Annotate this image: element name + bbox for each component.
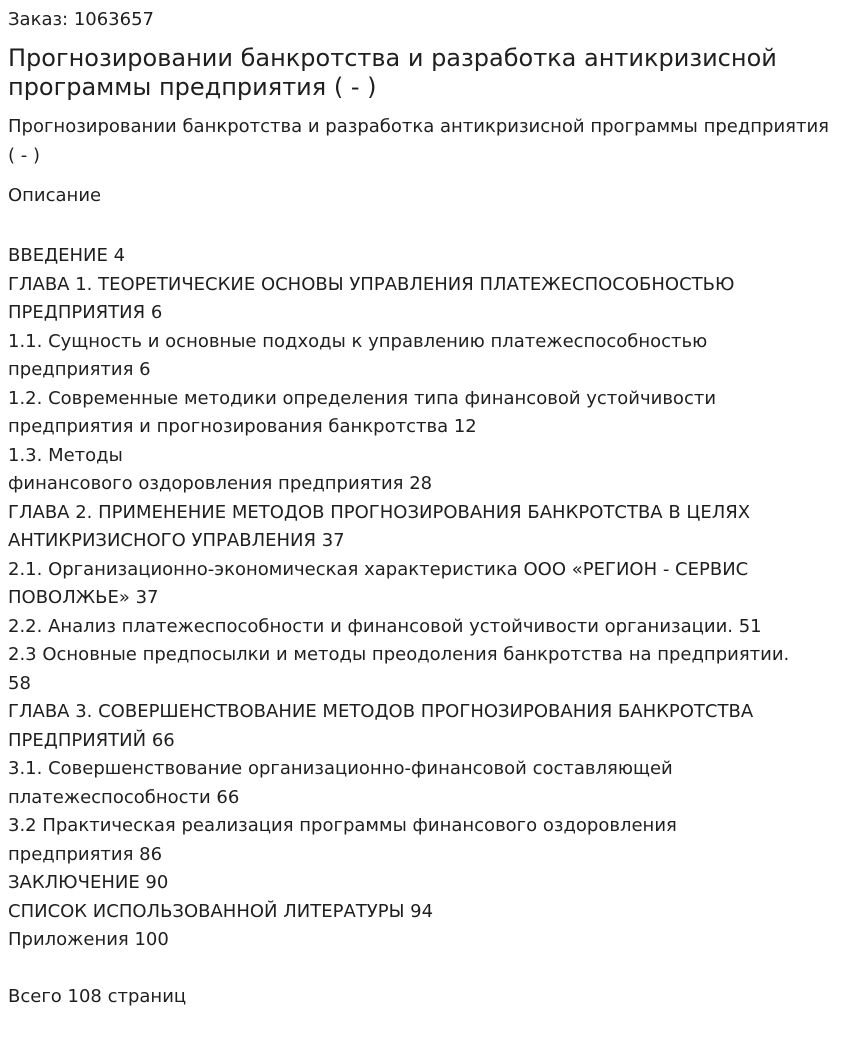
toc-line: СПИСОК ИСПОЛЬЗОВАННОЙ ЛИТЕРАТУРЫ 94 (8, 900, 434, 922)
toc-line: 1.2. Современные методики определения типа финансовой устойчивости (8, 387, 717, 409)
toc-line: предприятия 86 (8, 843, 163, 865)
toc-line: 58 (8, 672, 31, 694)
order-number: Заказ: 1063657 (8, 9, 154, 30)
toc-line: 1.1. Сущность и основные подходы к управлению платежеспособностью (8, 330, 708, 352)
toc-line: АНТИКРИЗИСНОГО УПРАВЛЕНИЯ 37 (8, 530, 345, 551)
description-heading: Описание (8, 185, 102, 206)
toc-line: ГЛАВА 2. ПРИМЕНЕНИЕ МЕТОДОВ ПРОГНОЗИРОВАНИЯ БАНКРОТСТВА В ЦЕЛЯХ (8, 501, 751, 523)
toc-line: предприятия 6 (8, 359, 151, 380)
page-subtitle: Прогнозировании банкротства и разработка антикризисной программы предприятия ( - ) (8, 116, 830, 166)
toc-line: ПРЕДПРИЯТИЙ 66 (8, 729, 175, 751)
toc-line: ПРЕДПРИЯТИЯ 6 (8, 302, 163, 323)
toc-line: ГЛАВА 1. ТЕОРЕТИЧЕСКИЕ ОСНОВЫ УПРАВЛЕНИЯ ПЛАТЕЖЕСПОСОБНОСТЬЮ (8, 273, 735, 295)
toc-line: платежеспособности 66 (8, 786, 240, 808)
toc-line: ВВЕДЕНИЕ 4 (8, 245, 126, 266)
toc-line: предприятия и прогнозирования банкротства 12 (8, 416, 477, 437)
toc-line: ЗАКЛЮЧЕНИЕ 90 (8, 872, 169, 893)
toc-line: Приложения 100 (8, 929, 169, 950)
toc-line: ПОВОЛЖЬЕ» 37 (8, 587, 159, 608)
toc-line: 2.3 Основные предпосылки и методы преодоления банкротства на предприятии. (8, 644, 790, 665)
toc-line: 1.3. Методы (8, 444, 123, 466)
toc-line: 3.1. Совершенствование организационно-финансовой составляющей (8, 758, 673, 779)
total-pages: Всего 108 страниц (8, 985, 187, 1007)
table-of-contents (8, 242, 839, 955)
toc-line: финансового оздоровления предприятия 28 (8, 473, 433, 494)
toc-line: 3.2 Практическая реализация программы финансового оздоровления (8, 815, 677, 836)
toc-line: 2.2. Анализ платежеспособности и финансовой устойчивости организации. 51 (8, 615, 762, 637)
toc-line: ГЛАВА 3. СОВЕРШЕНСТВОВАНИЕ МЕТОДОВ ПРОГНОЗИРОВАНИЯ БАНКРОТСТВА (8, 701, 754, 722)
toc-line: 2.1. Организационно-экономическая характеристика ООО «РЕГИОН - СЕРВИС (8, 558, 749, 580)
page-title: Прогнозировании банкротства и разработка антикризисной программы предприятия ( - ) (8, 44, 777, 101)
